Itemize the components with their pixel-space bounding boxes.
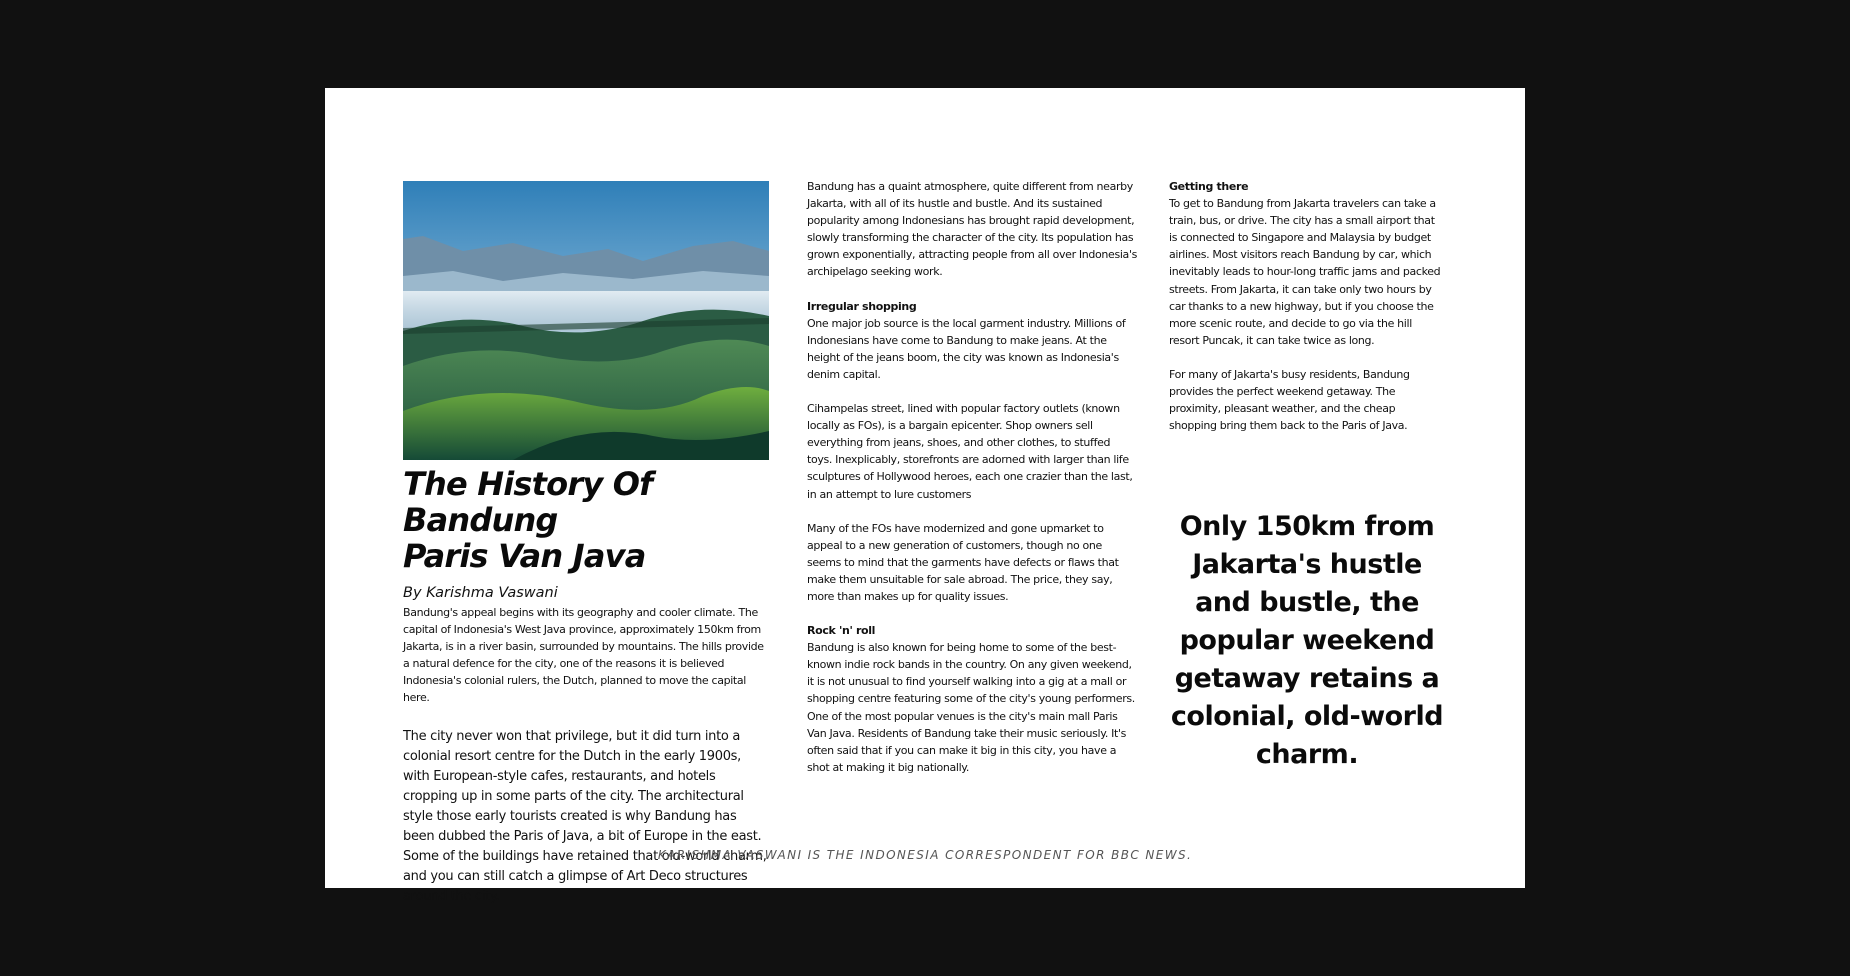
shopping-paragraph-1: One major job source is the local garment industry. Millions of Indonesians have come to Bandung to make jeans. At the height of the jeans boom, the city was known as Indonesia's denim capital. <box>807 316 1126 381</box>
title-line-2: Paris Van Java <box>403 537 646 575</box>
shopping-paragraph-3: Many of the FOs have modernized and gone upmarket to appeal to a new generation of customers, though no one seems to mind that the garments have defects or flaws that make them unsuitable for sale abroad. The price, they say, more than makes up for quality issues. <box>807 521 1119 603</box>
author-footer: KARISHMA VASWANI IS THE INDONESIA CORRESPONDENT FOR BBC NEWS. <box>657 848 1193 862</box>
heading-getting-there: Getting there <box>1169 180 1249 193</box>
intro-paragraph: Bandung's appeal begins with its geography and cooler climate. The capital of Indonesia's West Java province, approximately 150km from Jakarta, is in a river basin, surrounded by mountains. The hills provide a natural defence for the city, one of the reasons it is believed Indonesia's colonial rulers, the Dutch, planned to move the capital here. <box>403 606 764 705</box>
magazine-page <box>325 88 1525 904</box>
col2-paragraph-1: Bandung has a quaint atmosphere, quite different from nearby Jakarta, with all of its hustle and bustle. And its sustained popularity among Indonesians has brought rapid development, slowly transforming the character of the city. Its population has grown exponentially, attracting people from all over Indonesia's archipelago seeking work. <box>807 180 1137 279</box>
getting-paragraph-1: To get to Bandung from Jakarta travelers can take a train, bus, or drive. The city has a small airport that is connected to Singapore and Malaysia by budget airlines. Most visitors reach Bandung by car, which inevitably leads to hour-long traffic jams and packed streets. From Jakarta, it can take only two hours by car thanks to a new highway, but if you choose the more scenic route, and decide to go via the hill resort Puncak, it can take twice as long. <box>1169 197 1441 347</box>
article-title <box>403 466 769 574</box>
rock-paragraph-1: Bandung is also known for being home to some of the best-known indie rock bands in the country. On any given weekend, it is not unusual to find yourself walking into a gig at a mall or shopping centre featuring some of the city's young performers. One of the most popular venues is the city's main mall Paris Van Java. Residents of Bandung take their music seriously. It's often said that if you can make it big in this city, you have a shot at making it big nationally. <box>807 641 1135 774</box>
byline: By Karishma Vaswani <box>403 585 558 601</box>
getting-paragraph-2: For many of Jakarta's busy residents, Bandung provides the perfect weekend getaway. The proximity, pleasant weather, and the cheap shopping bring them back to the Paris of Java. <box>1169 367 1410 433</box>
column-left <box>403 181 769 907</box>
shopping-paragraph-2: Cihampelas street, lined with popular factory outlets (known locally as FOs), is a bargain epicenter. Shop owners sell everything from jeans, shoes, and other clothes, to stuffed toys. Inexplicably, storefronts are adorned with larger than life sculptures of Hollywood heroes, each one crazier than the last, in an attempt to lure customers <box>807 402 1133 501</box>
column-middle <box>807 178 1137 776</box>
title-line-1: The History Of Bandung <box>403 465 653 539</box>
heading-irregular-shopping: Irregular shopping <box>807 299 917 313</box>
column-right <box>1169 178 1445 434</box>
heading-rock-n-roll: Rock 'n' roll <box>807 624 876 638</box>
pull-quote: Only 150km from Jakarta's hustle and bustle, the popular weekend getaway retains a colonial, old-world charm. <box>1170 511 1444 770</box>
body-large-paragraph: The city never won that privilege, but it did turn into a colonial resort centre for the Dutch in the early 1900s, with European-style cafes, restaurants, and hotels cropping up in some parts of the city. The architectural style those early tourists created is why Bandung has been dubbed the Paris of Java, a bit of Europe in the east. Some of the buildings have retained that old-world charm, and you can still catch a glimpse of Art Deco structures around the city. <box>403 728 767 904</box>
hero-image-landscape <box>403 181 769 460</box>
